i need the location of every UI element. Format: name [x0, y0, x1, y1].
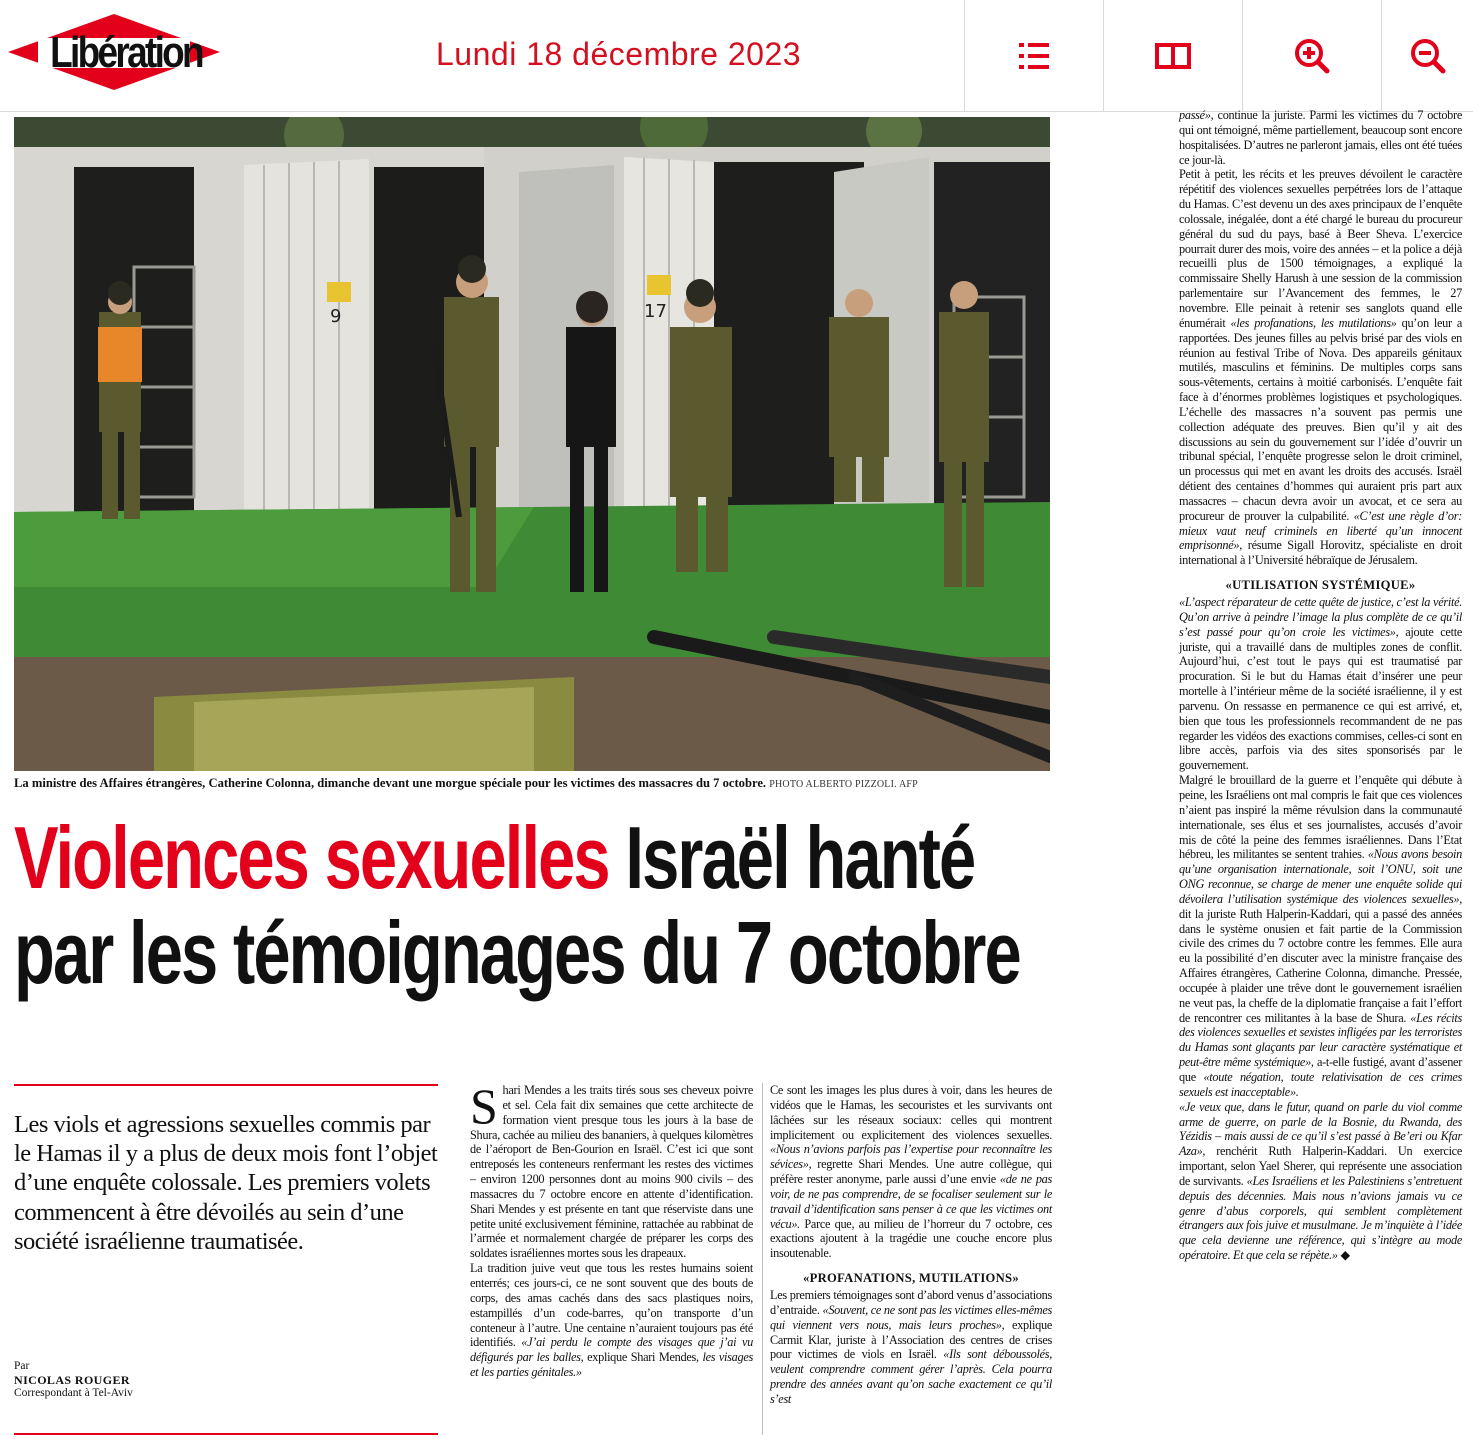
book-icon: [1155, 43, 1191, 69]
paragraph: «L’aspect réparateur de cette quête de justice, c’est la vérité. Qu’on arrive à peindre l’image la plus complète de ce qu’il s’est passé pour qu’on croie les victimes», ajoute cette juriste, qui a travaillé dans de multiples zones de conflit. Aujourd’hui, c’est tout le pays qui est traumatisé par procuration. Si le but du Hamas était d’insérer une peur mortelle à l’intérieur même de la société israélienne, il y est parvenu. On ressasse en permanence ce qui est arrivé, et, bien que tous les professionnels recommandent de ne pas regarder les vidéos des exactions commises, celles-ci sont en libre accès, parfois via des sites sponsorisés par le gouvernement.: [1179, 595, 1462, 773]
byline-author: NICOLAS ROUGER: [14, 1372, 130, 1387]
zoom-in-button[interactable]: [1242, 0, 1380, 112]
byline: [14, 1360, 438, 1401]
chapo-bottom-rule: [14, 1433, 438, 1435]
subhead-utilisation: «UTILISATION SYSTÉMIQUE»: [1225, 578, 1416, 593]
photo-caption: [14, 775, 1050, 793]
byline-role: Correspondant à Tel-Aviv: [14, 1387, 133, 1399]
chapo: Les viols et agressions sexuelles commis par le Hamas il y a plus de deux mois font l’objet d’une enquête colossale. Les premiers volets commencent à être dévoilés au sein d’une société israélienne traumatisée.: [14, 1111, 438, 1255]
paragraph: La tradition juive veut que tous les restes humains soient enterrés; ces jours-ci, ce ne sont souvent que des bouts de corps, des amas cachés dans des sacs plastiques noirs, estampillés d’un code-barres, qu’on transporte d’un conteneur à l’autre. Une centaine n’auraient toujours pas été identifiés. «J’ai perdu le compte des visages que j’ai vu défigurés par les balles, explique Shari Mendes, les visages et les parties génitales.»: [470, 1261, 753, 1380]
end-mark: ◆: [1340, 1248, 1350, 1263]
drop-cap: S: [470, 1078, 498, 1134]
liberation-logo[interactable]: [8, 14, 220, 90]
headline: [14, 810, 1050, 1000]
paragraph: «Je veux que, dans le futur, quand on parle du viol comme arme de guerre, on parle de la Bosnie, du Rwanda, des Yézidis – mais aussi de ce qu’il s’est passé à Be’eri ou Kfar Aza», renchérit Ruth Halperin-Kaddari. Un exercice important, selon Yael Sherer, qui représente une association de survivants. «Les Israéliens et les Palestiniens s’entretuent depuis des décennies. Mais nous n’avions jamais vu ce genre d’abus corporels, qui semblent complètement étrangers aux fois juive et musulmane. Je m’inquiète à l’idée que cela devienne une référence, qui s’intègre au mode opératoire. Et que cela se répète.» ◆: [1179, 1099, 1463, 1263]
headline-line-2: par les témoignages du 7 octobre: [14, 903, 1020, 1002]
photo-credit: PHOTO ALBERTO PIZZOLI. AFP: [769, 779, 918, 790]
column-separator: [762, 1083, 763, 1435]
paragraph: Malgré le brouillard de la guerre et l’enquête qui débute à peine, les Israéliens ont mal compris le fait que ces violences n’aient pas inspiré la même révulsion dans la communauté internationale, ses élus et ses journalistes, accusés d’avoir mis de côté la peine des femmes israéliennes. Dans l’Etat hébreu, les militantes se sentent trahies. «Nous avons besoin qu’une organisation internationale, soit l’ONU, soit une ONG reconnue, se charge de mener une enquête solide qui dévoilera l’utilisation systémique des violences sexuelles», dit la juriste Ruth Halperin-Kaddari, qui a passé des années dans le système onusien et fait partie de la Commission civile des crimes du 7 octobre contre les femmes. Elle aura eu la possibilité d’en discuter avec la ministre française des Affaires étrangères, Catherine Colonna, dimanche. Pressée, occupée à plaider une trêve dont le gouvernement israélien ne veut pas, la cheffe de la diplomatie française a fait l’effort de rencontrer ces militantes à la base de Shura. «Les récits des violences sexuelles et sexistes infligées par les terroristes du Hamas sont glaçants par leur caractère systématique et peut-être même systémique», a-t-elle fustigé, avant d’assener que «toute négation, toute relativisation de ces crimes sexuels est inacceptable».: [1179, 773, 1462, 1099]
article-column-1: [470, 1078, 753, 1380]
article-column-3: [1179, 108, 1462, 1263]
paragraph: passé», continue la juriste. Parmi les victimes du 7 octobre qui ont témoigné, même partiellement, beaucoup sont encore hospitalisées. D’autres ne parleront jamais, elles ont été tuées ce jour-là.: [1179, 108, 1462, 167]
morgue-containers-photo: [14, 117, 1050, 771]
headline-kicker: Violences sexuelles: [14, 808, 609, 907]
zoom-out-button[interactable]: [1381, 0, 1473, 112]
paragraph: Ce sont les images les plus dures à voir, dans les heures de vidéos que le Hamas, les secouristes et les survivants ont lâchées sur les réseaux sociaux: celles qui montrent implicitement ou explicitement des violences sexuelles. «Nous n’avions parfois pas l’expertise pour reconnaître les sévices», regrette Shari Mendes. Une autre collègue, qui préfère rester anonyme, parle aussi d’une envie «de ne pas voir, de ne pas comprendre, de se focaliser seulement sur le travail d’identification sans penser à ce que les victimes ont vécu». Parce que, au milieu de l’horreur du 7 octobre, ces exactions ajoutent à la tragédie une couche encore plus insoutenable.: [770, 1083, 1053, 1261]
container-number-9: 9: [330, 306, 342, 327]
zoom-in-icon: [1294, 38, 1330, 74]
headline-line-1: [14, 808, 975, 907]
paragraph: Shari Mendes a les traits tirés sous ses cheveux poivre et sel. Cela fait dix semaines que cette architecte de formation vient presque tous les jours à la base de Shura, cachée au milieu des bananiers, à quelques kilomètres de l’aéroport de Ben-Gourion en Israël. C’est ici que sont entreposés les conteneurs renfermant les restes des victimes – environ 1200 personnes dont au moins 900 civils – des massacres du 7 octobre encore en attente d’identification. Shari Mendes y est présente en tant que réserviste dans une petite unité exclusivement féminine, rattachée au rabbinat de l’armée et normalement chargée de préparer les corps des soldates israéliennes mortes sous les drapeaux.: [470, 1078, 753, 1261]
zoom-out-icon: [1410, 38, 1446, 74]
article-photo[interactable]: [14, 117, 1050, 771]
headline-line-1-rest: Israël hanté: [625, 808, 975, 907]
article-column-2: [770, 1083, 1052, 1407]
container-number-17: 17: [644, 301, 667, 322]
paragraph: Les premiers témoignages sont d’abord venus d’associations d’entraide. «Souvent, ce ne sont pas les victimes elles-mêmes qui viennent vers nous, mais leurs proches», explique Carmit Klar, juriste à l’Association des centres de crises pour victimes de viols en Israël. «Ils sont déboussolés, veulent comprendre comment gérer l’après. Cela pourra prendre des années avant qu’on sache exactement ce qu’il s’est: [770, 1287, 1053, 1406]
caption-text: La ministre des Affaires étrangères, Catherine Colonna, dimanche devant une morgue spéciale pour les victimes des massacres du 7 octobre.: [14, 776, 767, 790]
byline-prefix: Par: [14, 1360, 30, 1372]
top-bar: [0, 0, 1473, 112]
subhead-profanations: «PROFANATIONS, MUTILATIONS»: [803, 1271, 1019, 1286]
issue-date: Lundi 18 décembre 2023: [436, 36, 802, 72]
chapo-top-rule: [14, 1084, 438, 1086]
reading-mode-button[interactable]: [1103, 0, 1241, 112]
paragraph: Petit à petit, les récits et les preuves dévoilent le caractère répétitif des violences sexuelles perpétrées lors de l’attaque du Hamas. C’est devenu un des axes principaux de l’enquête colossale, inégalée, dont a été chargé le bureau du procureur général du sud du pays, basé à Beer Sheva. L’exercice pourrait durer des mois, voire des années – et la police a déjà recueilli plus de 1500 témoignages, a expliqué la commissaire Shelly Harush à une session de la commission parlementaire sur l’Avancement des femmes, le 27 novembre. Elle peinait à retenir ses sanglots quand elle énumérait «les profanations, les mutilations» qu’on leur a rapportées. Des jeunes filles au pelvis brisé par des viols en réunion au festival Tribe of Nova. Des appareils génitaux mutilés, masculins et féminins. De multiples corps sans sous-vêtements, certains à moitié carbonisés. L’enquête fait face à d’énormes problèmes logistiques et psychologiques. L’échelle des massacres n’a souvent pas permis une collection adéquate des preuves. Bien qu’il y ait des discussions au sein du gouvernement sur l’idée d’ouvrir un tribunal spécial, l’enquête progresse selon le droit criminel, un processus qui met en avant les droits des accusés. Israël détient des centaines d’hommes qui auraient pris part aux massacres – chacun devra avoir un avocat, et ce sera au procureur de prouver la culpabilité. «C’est une règle d’or: mieux vaut neuf criminels en liberté qu’un innocent emprisonné», résume Sigall Horovitz, spécialiste en droit international à l’Université hébraïque de Jérusalem.: [1179, 167, 1462, 568]
list-icon: [1019, 43, 1049, 69]
logo-wordmark: Libération: [50, 28, 202, 77]
table-of-contents-button[interactable]: [964, 0, 1102, 112]
